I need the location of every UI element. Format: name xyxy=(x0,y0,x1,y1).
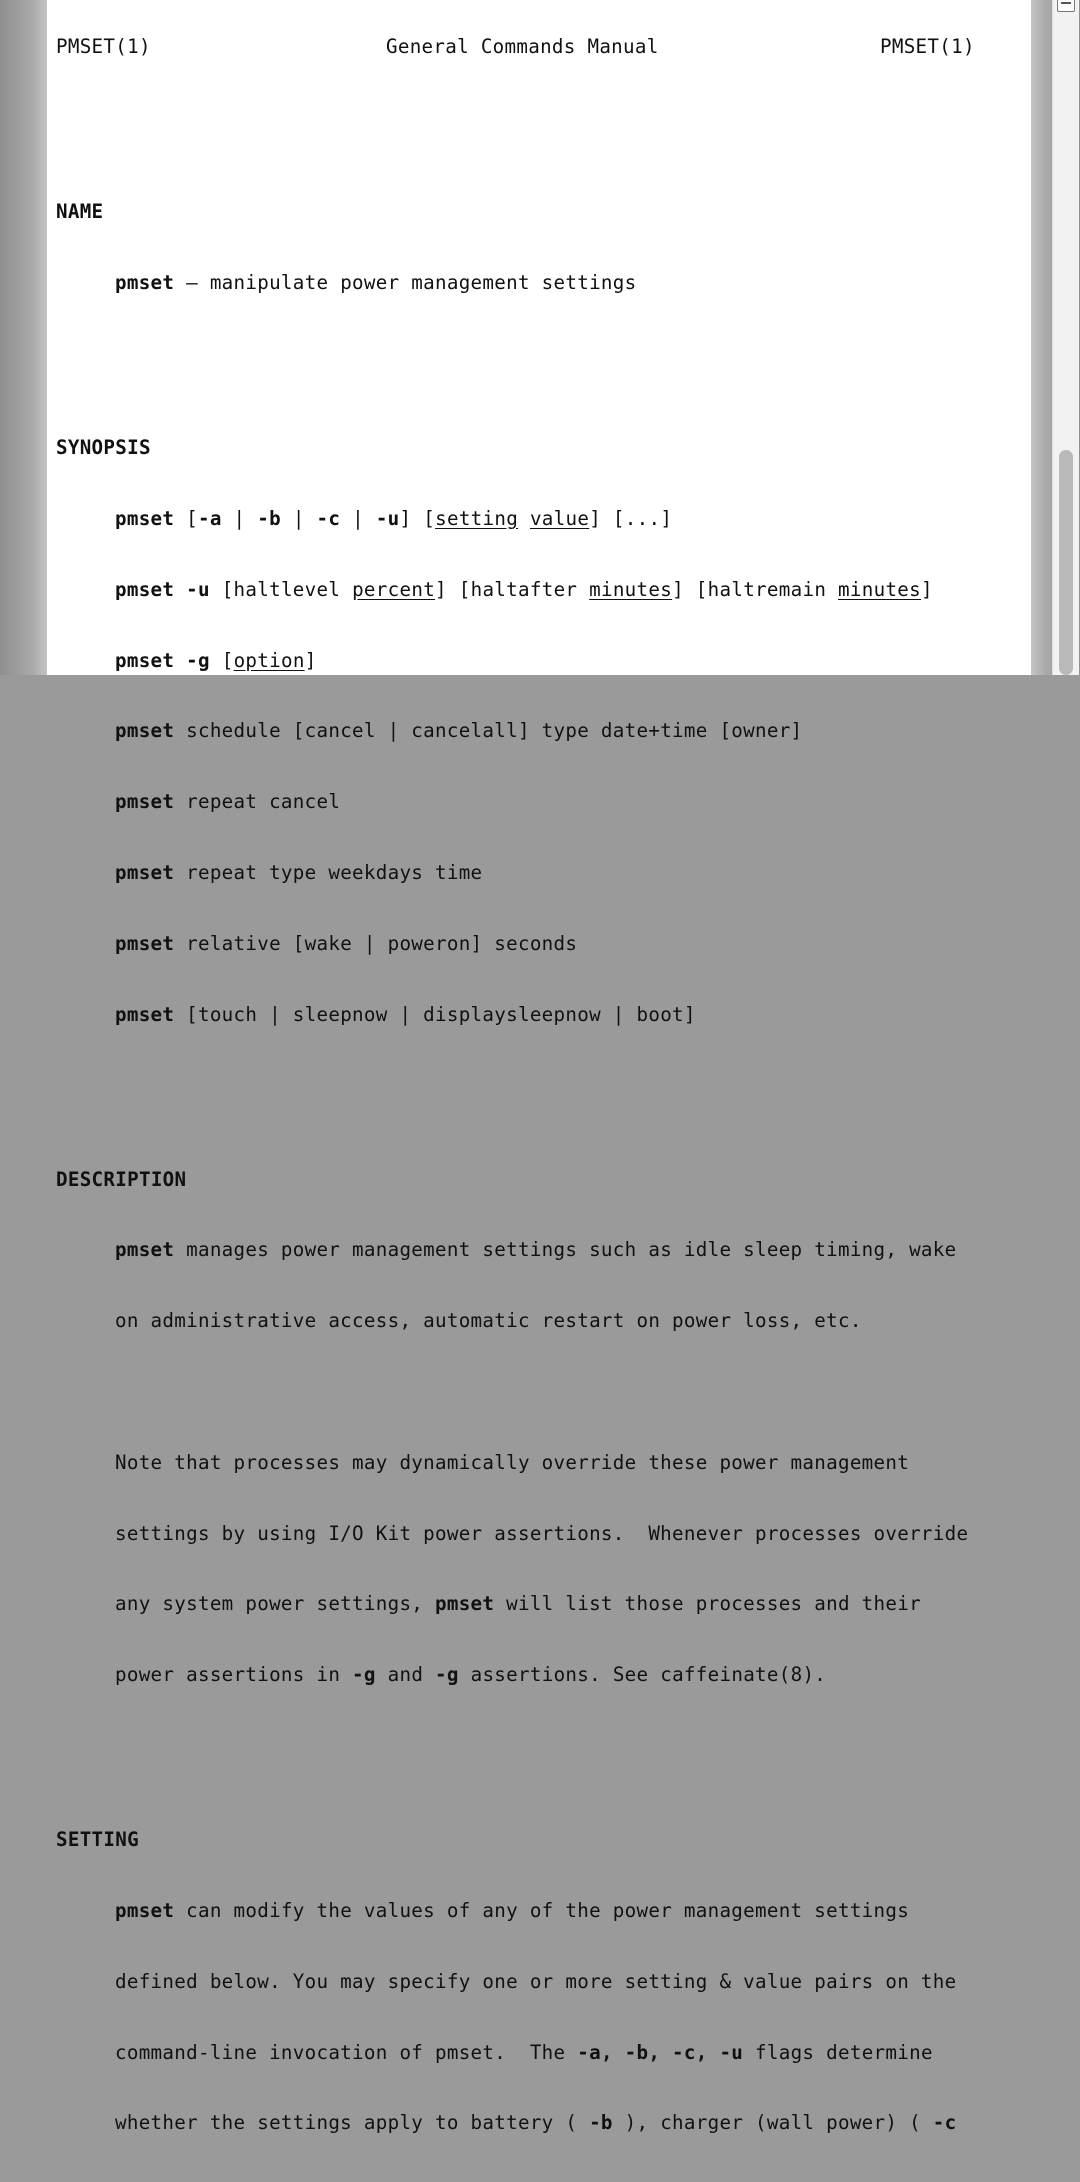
man-header xyxy=(56,35,976,59)
terminal-window[interactable] xyxy=(47,0,1031,2135)
description-line-3: Note that processes may dynamically override these power management xyxy=(115,1450,910,1474)
synopsis-line-2: pmset -u [haltlevel percent] [haltafter minutes] [haltremain minutes] xyxy=(115,577,933,601)
section-name-heading: NAME xyxy=(56,200,104,224)
description-line-4: settings by using I/O Kit power assertions. Whenever processes override xyxy=(115,1521,969,1545)
synopsis-line-6: pmset repeat type weekdays time xyxy=(115,860,483,884)
desktop-shadow-left xyxy=(0,0,47,675)
synopsis-line-4: pmset schedule [cancel | cancelall] type date+time [owner] xyxy=(115,719,803,743)
description-line-6: power assertions in -g and -g assertions. See caffeinate(8). xyxy=(115,1663,827,1687)
scroll-collapse-icon[interactable] xyxy=(1057,0,1075,12)
synopsis-line-3: pmset -g [option] xyxy=(115,648,317,672)
section-setting-heading: SETTING xyxy=(56,1828,139,1852)
name-line: pmset – manipulate power management settings xyxy=(115,271,637,295)
description-line-5: any system power settings, pmset will list those processes and their xyxy=(115,1592,921,1616)
section-description-heading: DESCRIPTION xyxy=(56,1167,187,1191)
header-center: General Commands Manual xyxy=(386,35,659,59)
synopsis-line-1: pmset [-a | -b | -c | -u] [setting value] [...] xyxy=(115,507,673,531)
setting-line-3: command-line invocation of pmset. The -a, -b, -c, -u flags determine xyxy=(115,2040,933,2064)
synopsis-line-5: pmset repeat cancel xyxy=(115,790,341,814)
header-right: PMSET(1) xyxy=(880,35,975,59)
description-line-2: on administrative access, automatic restart on power loss, etc. xyxy=(115,1309,862,1333)
setting-line-2: defined below. You may specify one or more setting & value pairs on the xyxy=(115,1969,957,1993)
synopsis-line-7: pmset relative [wake | poweron] seconds xyxy=(115,931,578,955)
man-page-text xyxy=(56,0,976,2182)
setting-line-4: whether the settings apply to battery ( -b ), charger (wall power) ( -c xyxy=(115,2111,957,2135)
description-line-1: pmset manages power management settings such as idle sleep timing, wake xyxy=(115,1238,957,1262)
setting-line-1: pmset can modify the values of any of the power management settings xyxy=(115,1899,910,1923)
synopsis-line-8: pmset [touch | sleepnow | displaysleepnow | boot] xyxy=(115,1002,696,1026)
header-left: PMSET(1) xyxy=(56,35,151,59)
scrollbar-thumb[interactable] xyxy=(1059,450,1073,675)
section-synopsis-heading: SYNOPSIS xyxy=(56,436,151,460)
